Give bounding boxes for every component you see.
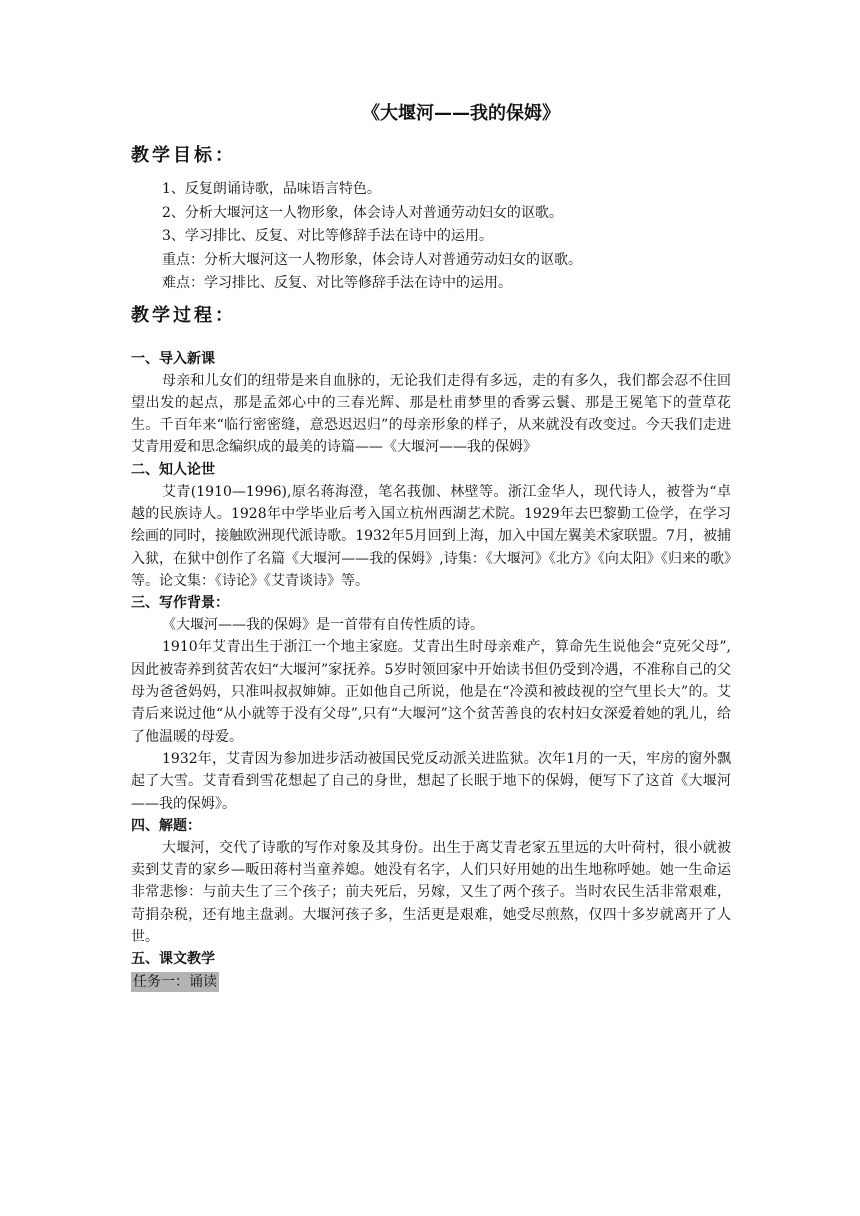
section-paragraph: 1932年，艾青因为参加进步活动被国民党反动派关进监狱。次年1月的一天，牢房的窗外飘起了大雪。艾青看到雪花想起了自己的身世，想起了长眠于地下的保姆，便写下了这首《大堰河——我的保姆》。 bbox=[131, 750, 731, 812]
document-page bbox=[131, 100, 731, 992]
document-title: 《大堰河——我的保姆》 bbox=[362, 103, 560, 124]
section-paragraph: 《大堰河——我的保姆》是一首带有自传性质的诗。 bbox=[162, 617, 484, 634]
process-heading: 教学过程： bbox=[131, 304, 236, 326]
section-intro bbox=[131, 348, 731, 459]
goal-item: 3、学习排比、反复、对比等修辞手法在诗中的运用。 bbox=[162, 228, 493, 244]
section-heading: 四、解题： bbox=[131, 817, 201, 834]
section-heading: 一、导入新课 bbox=[131, 350, 215, 367]
section-heading: 二、知人论世 bbox=[131, 461, 215, 478]
section-paragraph: 艾青(1910—1996),原名蒋海澄，笔名莪伽、林壁等。浙江金华人，现代诗人，被誉为“卓越的民族诗人。1928年中学毕业后考入国立杭州西湖艺术院。1929年去巴黎勤工俭学，在学习绘画的同时，接触欧洲现代派诗歌。1932年5月回到上海，加入中国左翼美术家联盟。7月，被捕入狱，在狱中创作了名篇《大堰河——我的保姆》,诗集：《大堰河》《北方》《向太阳》《归来的歌》等。论文集：《诗论》《艾青谈诗》等。 bbox=[131, 483, 731, 589]
difficult-point: 难点：学习排比、反复、对比等修辞手法在诗中的运用。 bbox=[162, 275, 512, 291]
section-author bbox=[131, 459, 731, 592]
task-label-highlight: 任务一：诵读 bbox=[133, 974, 217, 991]
section-heading: 三、写作背景： bbox=[131, 595, 229, 612]
goal-item: 2、分析大堰河这一人物形象，体会诗人对普通劳动妇女的讴歌。 bbox=[162, 204, 563, 221]
section-paragraph: 1910年艾青出生于浙江一个地主家庭。艾青出生时母亲难产，算命先生说他会“克死父母”,因此被寄养到贫苦农妇“大堰河”家抚养。5岁时领回家中开始读书但仍受到冷遇，不准称自己的父母为爸爸妈妈，只准叫叔叔婶婶。正如他自己所说，他是在“冷漠和被歧视的空气里长大”的。艾青后来说过他“从小就等于没有父母”,只有“大堰河”这个贫苦善良的农村妇女深爱着她的乳儿，给了他温暖的母爱。 bbox=[131, 639, 731, 745]
section-title-explanation bbox=[131, 815, 731, 948]
section-text-teaching bbox=[131, 948, 731, 992]
section-paragraph: 大堰河，交代了诗歌的写作对象及其身份。出生于离艾青老家五里远的大叶荷村，很小就被卖到艾青的家乡—畈田蒋村当童养媳。她没有名字，人们只好用她的出生地称呼她。她一生命运非常悲惨：与前夫生了三个孩子；前夫死后，另嫁，又生了两个孩子。当时农民生活非常艰难，苛捐杂税，还有地主盘剥。大堰河孩子多，生活更是艰难，她受尽煎熬，仅四十多岁就离开了人世。 bbox=[131, 839, 731, 946]
goal-item: 1、反复朗诵诗歌，品味语言特色。 bbox=[162, 181, 381, 197]
key-point: 重点：分析大堰河这一人物形象，体会诗人对普通劳动妇女的讴歌。 bbox=[162, 251, 582, 268]
goals-list bbox=[131, 178, 731, 296]
section-background bbox=[131, 592, 731, 815]
section-heading: 五、课文教学 bbox=[131, 951, 215, 968]
section-paragraph: 母亲和儿女们的纽带是来自血脉的，无论我们走得有多远，走的有多久，我们都会忍不住回望出发的起点，那是孟郊心中的三春光辉、那是杜甫梦里的香雾云鬟、那是王冕笔下的萱草花生。千百年来“临行密密缝，意恐迟迟归”的母亲形象的样子，从来就没有改变过。今天我们走进艾青用爱和思念编织成的最美的诗篇——《大堰河——我的保姆》 bbox=[131, 372, 731, 456]
goals-heading: 教学目标： bbox=[131, 145, 236, 166]
